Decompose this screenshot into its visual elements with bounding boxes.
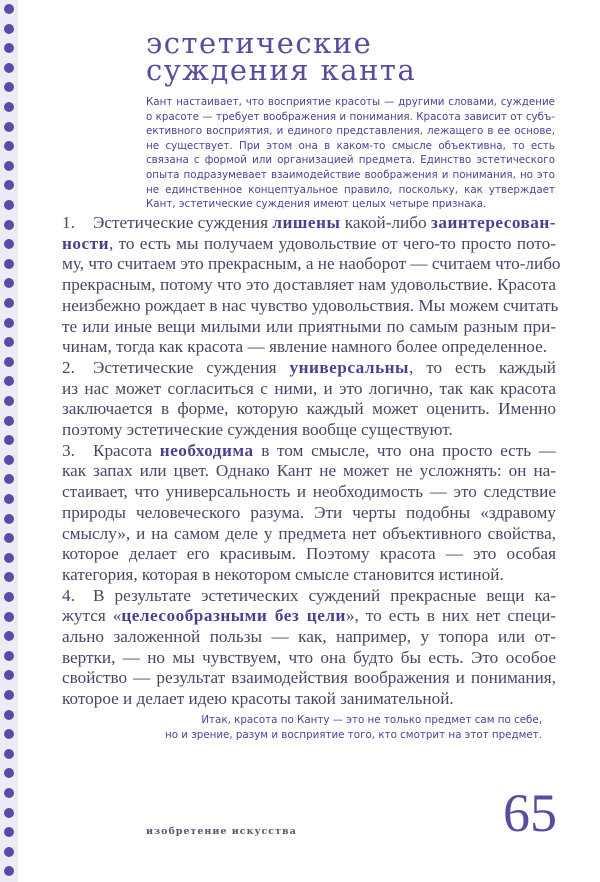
text-run: те или иные вещи милыми или приятными по самым разным при- xyxy=(62,316,556,336)
binding-hole-icon xyxy=(4,220,14,230)
binding-hole-icon xyxy=(4,396,14,406)
summary-line: не существует. При этом она в каком-то смысле объективна, то есть xyxy=(146,139,555,152)
binding-hole-icon xyxy=(4,357,14,367)
emphasis-term: заинтересован- xyxy=(430,213,557,232)
paragraph-line xyxy=(62,668,556,689)
binding-hole-icon xyxy=(4,337,14,347)
binding-hole-icon xyxy=(4,63,14,73)
text-run: вертки, — но мы чувствуем, что она будто бы есть. Это особое xyxy=(62,647,556,667)
title-line: суждения канта xyxy=(146,53,417,87)
text-run: поэтому эстетические суждения вообще существуют. xyxy=(62,420,453,440)
text-run: стаивает, что универсальность и необходимость — это следствие xyxy=(62,482,556,502)
paragraph-line xyxy=(62,337,556,358)
paragraph-line xyxy=(62,689,556,710)
text-run: чинам, тогда как красота — явление намного более определенное. xyxy=(62,337,548,357)
text-run: Эстетические суждения xyxy=(93,357,290,377)
paragraph-number: 1. xyxy=(62,213,75,232)
conclusion-text xyxy=(165,713,542,743)
paragraph-line xyxy=(62,606,556,627)
paragraph-line xyxy=(62,420,556,441)
binding-hole-icon xyxy=(4,376,14,386)
paragraph-line xyxy=(62,524,556,545)
text-run: которое и делает идею красоты такой занимательной. xyxy=(62,689,454,709)
emphasis-term: ности xyxy=(62,233,109,253)
binding-hole-icon xyxy=(4,278,14,288)
binding-hole-icon xyxy=(4,808,14,818)
text-run: категория, которая в некотором смысле становится истиной. xyxy=(62,564,504,584)
binding-hole-icon xyxy=(4,24,14,34)
text-run: », то есть в них нет специ- xyxy=(345,606,556,626)
paragraph-line xyxy=(62,482,556,503)
text-run: которое делает его красивым. Поэтому красота — это особая xyxy=(62,544,556,564)
text-run: В результате эстетических суждений прекрасные вещи ка- xyxy=(93,585,556,605)
binding-hole-icon xyxy=(4,4,14,14)
paragraph-line xyxy=(62,441,556,462)
binding-hole-icon xyxy=(4,553,14,563)
paragraph-line xyxy=(62,234,556,255)
paragraph-line xyxy=(62,317,556,338)
text-run: природы человеческого разума. Эти черты подобны «здравому xyxy=(62,502,556,522)
binding-hole-icon xyxy=(4,827,14,837)
title-line: эстетические xyxy=(146,26,373,60)
text-run: Красота xyxy=(93,440,160,460)
paragraph-line xyxy=(62,254,561,275)
text-run: Эстетические суждения xyxy=(93,213,273,232)
numbered-paragraph xyxy=(62,358,556,441)
paragraph-line xyxy=(62,565,556,586)
text-run: из нас может согласиться с ними, и это логично, так как красота xyxy=(62,378,556,398)
binding-hole-icon xyxy=(4,298,14,308)
binding-hole-icon xyxy=(4,180,14,190)
paragraph-line xyxy=(62,358,556,379)
binding-hole-icon xyxy=(4,651,14,661)
emphasis-term: целесообразными без цели xyxy=(121,606,346,626)
binding-hole-icon xyxy=(4,259,14,269)
binding-hole-icon xyxy=(4,690,14,700)
binding-hole-icon xyxy=(4,768,14,778)
summary-line: ективного восприятия, и единого представления, лежащего в ее основе, xyxy=(146,125,555,138)
binding-hole-icon xyxy=(4,749,14,759)
text-run: прекрасным, потому что это доставляет нам удовольствие. Красота xyxy=(62,275,556,295)
summary-line: Кант настаивает, что восприятие красоты — другими словами, суждение xyxy=(146,96,555,108)
paragraph-number: 4. xyxy=(62,585,75,605)
summary-line: о красоте — требует воображения и понимания. Красота зависит от субъ- xyxy=(146,110,555,123)
binding-hole-icon xyxy=(4,43,14,53)
text-run: жутся « xyxy=(62,606,122,626)
numbered-paragraph xyxy=(62,586,556,710)
paragraph-line xyxy=(62,275,556,296)
text-run: свойство — результат взаимодействия воображения и понимания, xyxy=(62,668,556,688)
book-title-footer: изобретение искусства xyxy=(146,826,297,837)
paragraph-line xyxy=(62,399,556,420)
emphasis-term: лишены xyxy=(272,213,341,232)
summary-line: Кант, эстетические суждения имеют целых четыре признака. xyxy=(146,198,487,211)
binding-hole-icon xyxy=(4,455,14,465)
emphasis-term: универсальны xyxy=(289,357,409,377)
numbered-paragraph xyxy=(62,441,556,586)
conclusion-line: Итак, красота по Канту — это не только предмет сам по себе, xyxy=(201,714,542,726)
paragraph-line xyxy=(62,544,556,565)
binding-hole-icon xyxy=(4,494,14,504)
binding-hole-icon xyxy=(4,239,14,249)
text-run: заключается в форме, которую каждый может оценить. Именно xyxy=(62,399,556,419)
paragraph-line xyxy=(62,461,556,482)
binding-hole-icon xyxy=(4,592,14,602)
paragraph-line xyxy=(62,295,559,317)
text-run: в том смысле, что она просто есть — xyxy=(253,440,556,460)
binding-hole-icon xyxy=(4,729,14,739)
binding-hole-icon xyxy=(4,514,14,524)
text-run: , то есть мы получаем удовольствие от чего-то просто пото- xyxy=(108,233,556,253)
binding-hole-icon xyxy=(4,161,14,171)
binding-hole-icon xyxy=(4,435,14,445)
paragraph-line xyxy=(62,648,556,669)
binding-hole-icon xyxy=(4,631,14,641)
summary-line: опыта подразумевает взаимодействие воображения и понимания, но это xyxy=(146,168,555,181)
binding-hole-icon xyxy=(4,318,14,328)
binding-hole-icon xyxy=(4,200,14,210)
text-run: как запах или цвет. Однако Кант не может не усложнять: он на- xyxy=(62,461,556,481)
binding-strip xyxy=(0,0,18,882)
paragraph-line xyxy=(62,503,556,524)
page-number: 65 xyxy=(503,783,557,843)
binding-hole-icon xyxy=(4,670,14,680)
text-run: ально заложенной пользы — как, например, у топора или от- xyxy=(62,627,556,647)
paragraph-line xyxy=(62,586,556,607)
text-run: му, что считаем это прекрасным, а не наоборот — считаем что-либо xyxy=(62,254,561,274)
binding-hole-icon xyxy=(4,474,14,484)
binding-hole-icon xyxy=(4,122,14,132)
binding-hole-icon xyxy=(4,416,14,426)
paragraph-line xyxy=(62,213,556,234)
summary-line: не единственное концептуальное правило, поскольку, как утверждает xyxy=(146,183,555,196)
text-run: смыслу», и на самом деле у предмета нет объективного свойства, xyxy=(62,523,556,543)
binding-hole-icon xyxy=(4,141,14,151)
paragraph-line xyxy=(62,627,556,648)
binding-hole-icon xyxy=(4,710,14,720)
text-run: неизбежно рождает в нас чувство удовольствия. Мы можем считать xyxy=(62,295,559,315)
paragraph-number: 2. xyxy=(62,357,75,377)
paragraph-line xyxy=(62,379,556,400)
numbered-paragraph xyxy=(62,213,561,358)
emphasis-term: необходима xyxy=(159,440,254,460)
binding-hole-icon xyxy=(4,572,14,582)
summary-text xyxy=(146,95,555,212)
binding-hole-icon xyxy=(4,102,14,112)
binding-hole-icon xyxy=(4,866,14,876)
body-text xyxy=(62,213,561,710)
binding-hole-icon xyxy=(4,788,14,798)
conclusion-line: но и зрение, разум и восприятие того, кто смотрит на этот предмет. xyxy=(164,729,542,741)
text-run: какой-либо xyxy=(340,213,431,232)
paragraph-number: 3. xyxy=(62,440,75,460)
binding-hole-icon xyxy=(4,82,14,92)
binding-hole-icon xyxy=(4,612,14,622)
page-title xyxy=(146,26,417,87)
summary-line: связана с формой или организацией предмета. Единство эстетического xyxy=(146,154,555,167)
binding-hole-icon xyxy=(4,847,14,857)
binding-hole-icon xyxy=(4,533,14,543)
text-run: , то есть каждый xyxy=(408,357,556,377)
